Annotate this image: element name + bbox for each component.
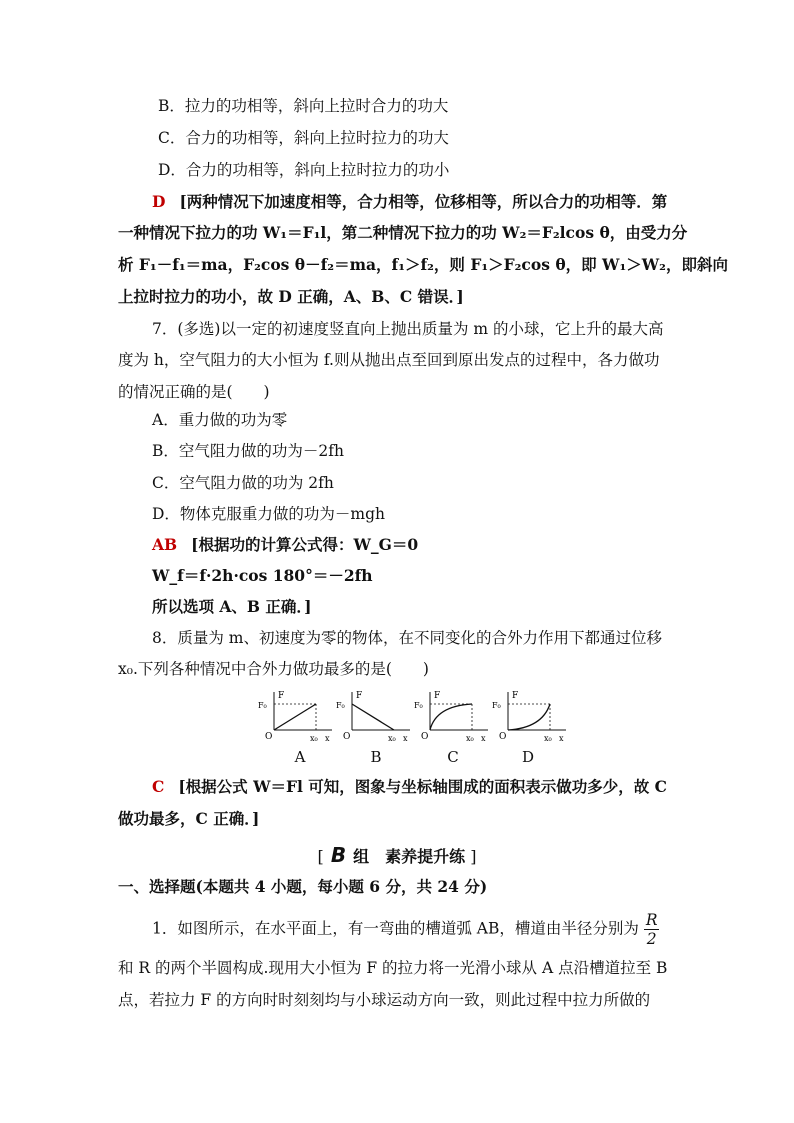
f0-label: F₀ (258, 701, 267, 710)
x0-label: x₀ (310, 734, 318, 743)
graph-label-a: A (294, 748, 306, 766)
axis-f-label: F (356, 691, 363, 701)
answer-letter: AB (152, 535, 178, 554)
f0-label: F₀ (492, 701, 501, 710)
question-1-line3: 点，若拉力 F 的方向时时刻刻均与小球运动方向一致，则此过程中拉力所做的 (118, 991, 651, 1009)
fraction-denominator: 2 (646, 930, 657, 948)
answer-8-line1 (152, 777, 667, 797)
option-c: C．合力的功相等，斜向上拉时拉力的功大 (158, 129, 449, 147)
x0-label: x₀ (388, 734, 396, 743)
q7-option-a: A．重力做的功为零 (152, 411, 288, 429)
origin-label: O (265, 732, 273, 742)
question-8-line2: x₀.下列各种情况中合外力做功最多的是( ) (118, 660, 429, 678)
fraction-numerator: R (645, 911, 658, 929)
bracket-close: ] (470, 847, 477, 866)
answer-8-line2: 做功最多，C 正确．] (118, 809, 260, 828)
f0-label: F₀ (336, 701, 345, 710)
axis-x-label: x (403, 734, 408, 743)
bracket-open: [ (317, 847, 324, 866)
answer-text: [根据公式 W＝Fl 可知，图象与坐标轴围成的面积表示做功多少，故 C (178, 777, 668, 796)
question-7-line3: 的情况正确的是( ) (118, 383, 270, 401)
answer-text: [根据功的计算公式得：W_G＝0 (191, 535, 419, 554)
section-letter: B (330, 843, 347, 867)
graphs-svg (258, 688, 568, 748)
origin-label: O (343, 732, 351, 742)
axis-x-label: x (481, 734, 486, 743)
graph-a (258, 691, 332, 743)
axis-f-label: F (512, 691, 519, 701)
graph-b (336, 691, 410, 743)
origin-label: O (421, 732, 429, 742)
answer-6-line4: 上拉时拉力的功小，故 D 正确，A、B、C 错误．] (118, 287, 464, 306)
axis-x-label: x (559, 734, 564, 743)
section-title (0, 843, 794, 867)
graph-label-d: D (521, 748, 535, 766)
question-1-line1 (152, 911, 659, 948)
force-displacement-graphs (258, 688, 568, 766)
fraction-r-over-2 (644, 911, 660, 948)
option-b: B．拉力的功相等，斜向上拉时合力的功大 (158, 97, 449, 115)
question-7-line2: 度为 h，空气阻力的大小恒为 f.则从抛出点至回到原出发点的过程中，各力做功 (118, 351, 660, 369)
question-1-line2: 和 R 的两个半圆构成.现用大小恒为 F 的拉力将一光滑小球从 A 点沿槽道拉至 B (118, 959, 668, 977)
origin-label: O (499, 732, 507, 742)
x0-label: x₀ (466, 734, 474, 743)
answer-6-line2: 一种情况下拉力的功 W₁＝F₁l，第二种情况下拉力的功 W₂＝F₂lcos θ，由受力分 (118, 223, 688, 242)
q7-option-c: C．空气阻力做的功为 2fh (152, 474, 334, 492)
answer-text: [两种情况下加速度相等，合力相等，位移相等，所以合力的功相等．第 (179, 192, 668, 211)
q7-option-b: B．空气阻力做的功为－2fh (152, 442, 344, 460)
question-8-line1: 8．质量为 m、初速度为零的物体，在不同变化的合外力作用下都通过位移 (152, 629, 662, 647)
answer-7-line2: W_f＝f·2h·cos 180°＝－2fh (152, 566, 373, 585)
graph-label-b: B (370, 748, 382, 766)
question-1-text: 1．如图所示，在水平面上，有一弯曲的槽道弧 AB，槽道由半径分别为 (152, 919, 639, 938)
graph-label-c: C (447, 748, 459, 766)
answer-letter: D (152, 192, 166, 211)
graph-c (414, 691, 488, 743)
graph-d (492, 691, 566, 743)
answer-7-line3: 所以选项 A、B 正确．] (152, 597, 312, 616)
answer-letter: C (152, 777, 165, 796)
choice-header: 一、选择题(本题共 4 小题，每小题 6 分，共 24 分) (118, 877, 488, 896)
question-7-line1: 7．(多选)以一定的初速度竖直向上抛出质量为 m 的小球，它上升的最大高 (152, 320, 664, 338)
axis-f-label: F (278, 691, 285, 701)
f0-label: F₀ (414, 701, 423, 710)
answer-6-line3: 析 F₁－f₁＝ma，F₂cos θ－f₂＝ma，f₁＞f₂，则 F₁＞F₂cos θ，即 W₁＞W₂，即斜向 (118, 255, 728, 274)
answer-7-line1 (152, 535, 418, 555)
answer-6-line1 (152, 192, 667, 212)
option-d: D．合力的功相等，斜向上拉时拉力的功小 (158, 161, 450, 179)
axis-f-label: F (434, 691, 441, 701)
q7-option-d: D．物体克服重力做的功为－mgh (152, 505, 386, 523)
x0-label: x₀ (544, 734, 552, 743)
section-text: 组 素养提升练 (353, 847, 466, 866)
axis-x-label: x (325, 734, 330, 743)
